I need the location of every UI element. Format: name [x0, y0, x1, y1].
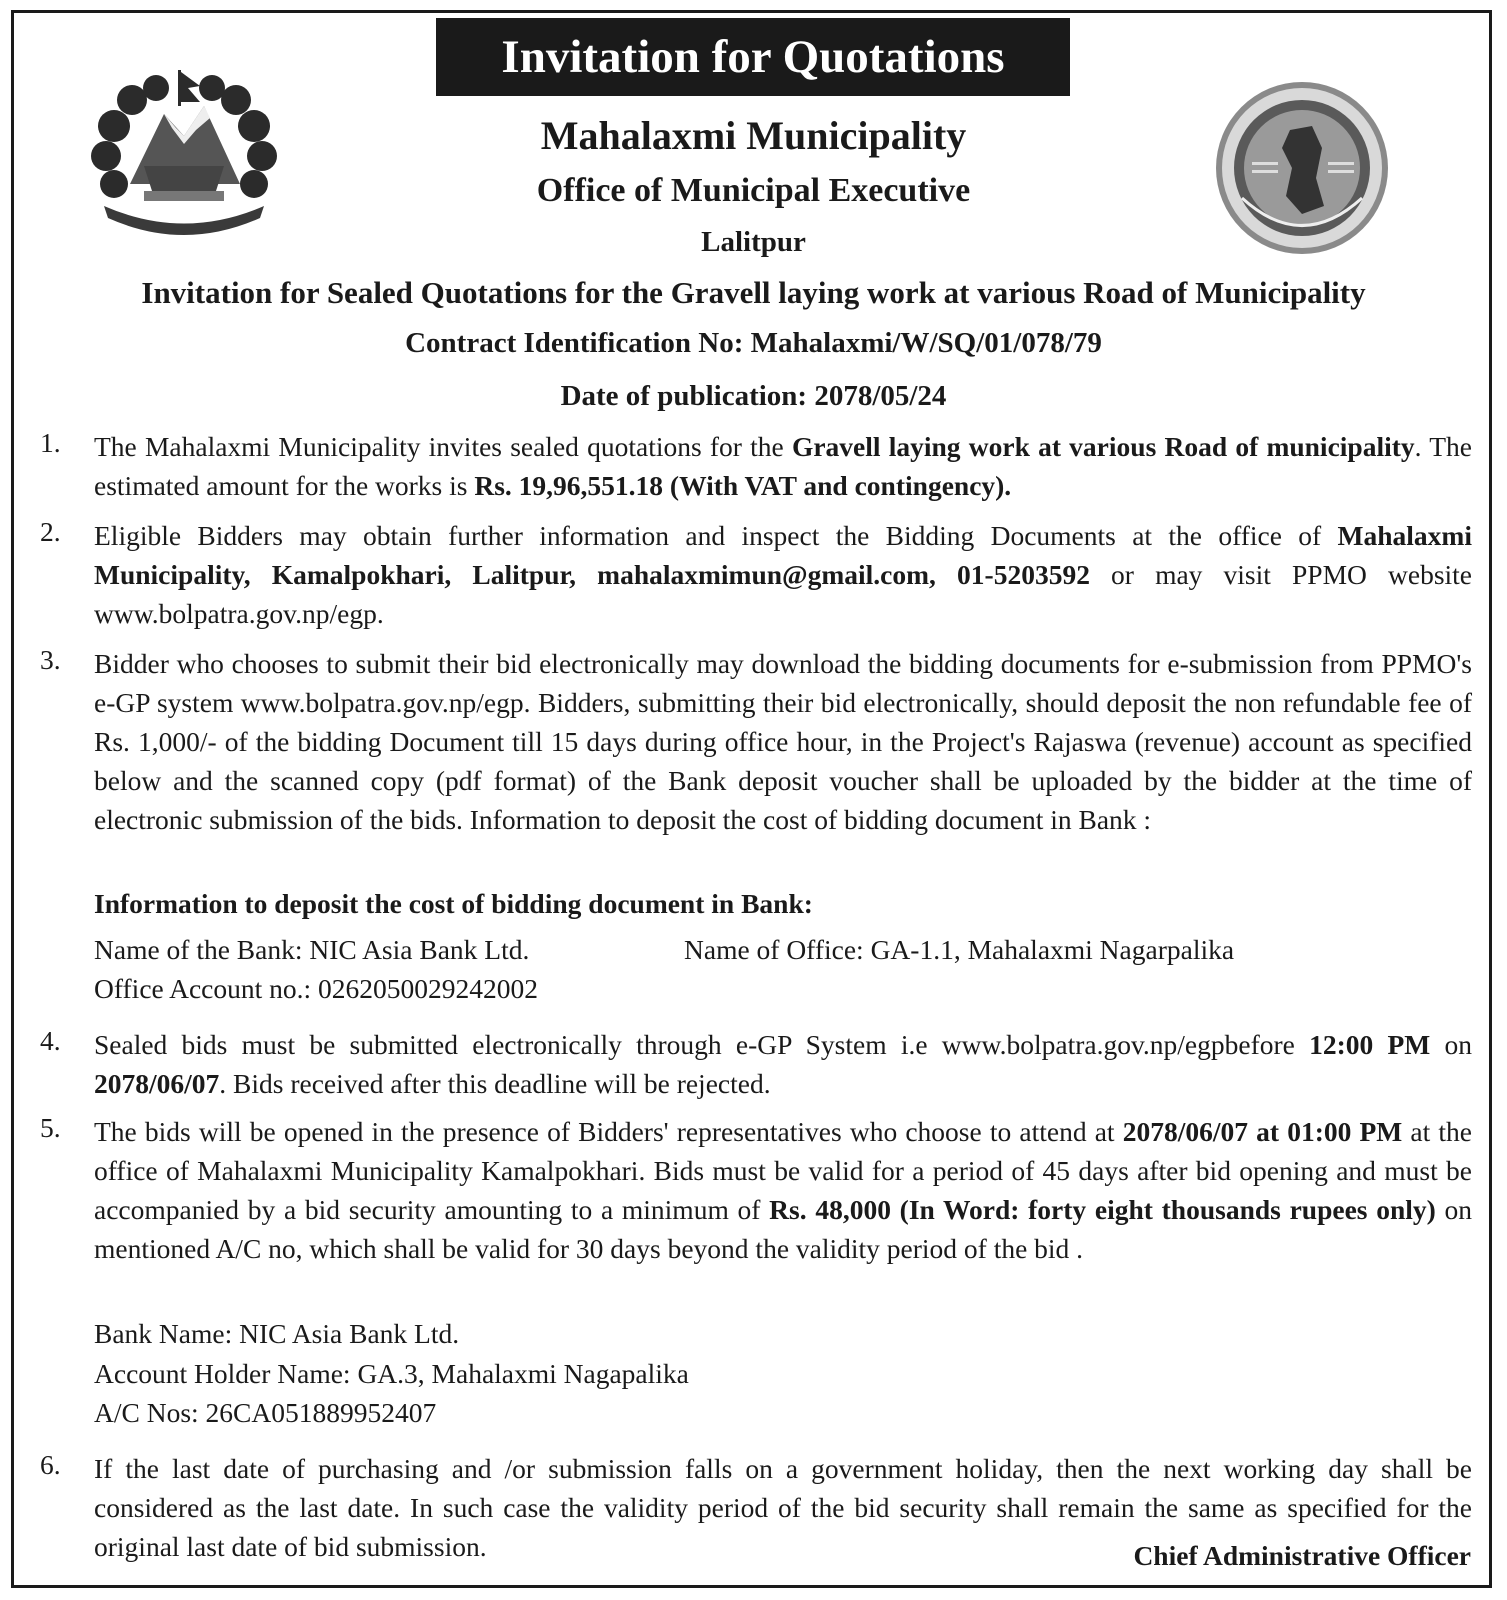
security-account-number: A/C Nos: 26CA051889952407	[94, 1397, 437, 1428]
item-number: 2.	[40, 516, 61, 547]
account-holder-name: Account Holder Name: GA.3, Mahalaxmi Nagapalika	[94, 1358, 689, 1389]
body-text: The Mahalaxmi Municipality invites sealed quotations for the	[94, 431, 792, 462]
item-number: 3.	[40, 644, 61, 675]
body-text: If the last date of purchasing and /or submission falls on a government holiday, then the next working day shall be considered as the last date. In such case the validity period of the bid security shall remain the same as specified for the original last date of bid submission.	[94, 1453, 1472, 1562]
office-name-bank: Name of Office: GA-1.1, Mahalaxmi Nagarpalika	[684, 934, 1235, 965]
security-bank-name: Bank Name: NIC Asia Bank Ltd.	[94, 1318, 460, 1349]
notice-title: Invitation for Sealed Quotations for the Gravell laying work at various Road of Municipality	[141, 275, 1366, 310]
body-text: on	[1430, 1029, 1473, 1060]
signature-title: Chief Administrative Officer	[1133, 1540, 1471, 1571]
body-text: . Bids received after this deadline will be rejected.	[219, 1068, 771, 1099]
item-text	[94, 644, 1472, 839]
city-name: Lalitpur	[701, 226, 806, 258]
bank-info-heading: Information to deposit the cost of bidding document in Bank:	[94, 888, 813, 919]
emphasis-text: Rs. 19,96,551.18 (With VAT and contingency).	[474, 470, 1012, 501]
contract-id: Contract Identification No: Mahalaxmi/W/SQ/01/078/79	[405, 327, 1102, 359]
body-text: Bidder who chooses to submit their bid electronically may download the bidding documents for e-submission from PPMO's e-GP system www.bolpatra.gov.np/egp. Bidders, submitting their bid electronically, should deposit the non refundable fee of Rs. 1,000/- of the bidding Document till 15 days during office hour, in the Project's Rajaswa (revenue) account as specified below and the scanned copy (pdf format) of the Bank deposit voucher shall be uploaded by the bidder at the time of electronic submission of the bids. Information to deposit the cost of bidding document in Bank :	[94, 648, 1472, 835]
body-text: at the office of Mahalaxmi Municipality Kamalpokhari. Bids must be valid for a period of 45 days after bid opening and must be accompanied by a bid security amounting to a minimum of	[94, 1116, 1472, 1225]
emphasis-text: 12:00 PM	[1309, 1029, 1431, 1060]
item-number: 5.	[40, 1112, 61, 1143]
item-number: 4.	[40, 1025, 61, 1056]
emphasis-text: Gravell laying work at various Road of municipality	[791, 431, 1415, 462]
body-text: Sealed bids must be submitted electronically through e-GP System i.e www.bolpatra.gov.np/egpbefore	[94, 1029, 1310, 1060]
municipality-name: Mahalaxmi Municipality	[540, 113, 967, 158]
emphasis-text: Rs. 48,000 (In Word: forty eight thousands rupees only)	[769, 1194, 1436, 1225]
emphasis-text: 2078/06/07	[94, 1068, 220, 1099]
body-text: . The estimated amount for the works is	[94, 431, 1472, 501]
body-text: The bids will be opened in the presence of Bidders' representatives who choose to attend at	[94, 1116, 1123, 1147]
notice-banner: Invitation for Quotations	[436, 18, 1070, 96]
item-text	[94, 1112, 1472, 1268]
body-text: Eligible Bidders may obtain further information and inspect the Bidding Documents at the office of	[94, 520, 1338, 551]
office-account-number: Office Account no.: 0262050029242002	[94, 973, 539, 1004]
office-name: Office of Municipal Executive	[536, 172, 971, 209]
bank-name: Name of the Bank: NIC Asia Bank Ltd.	[94, 934, 530, 965]
item-text	[94, 1025, 1472, 1103]
emphasis-text: Mahalaxmi Municipality, Kamalpokhari, Lalitpur, mahalaxmimun@gmail.com, 01-5203592	[94, 520, 1472, 590]
body-text: on mentioned A/C no, which shall be valid for 30 days beyond the validity period of the bid .	[94, 1194, 1473, 1264]
body-text: or may visit PPMO website www.bolpatra.gov.np/egp.	[94, 559, 1473, 629]
item-text	[94, 516, 1472, 633]
emphasis-text: 2078/06/07 at 01:00 PM	[1122, 1116, 1403, 1147]
item-text	[94, 427, 1472, 505]
item-number: 1.	[40, 427, 61, 458]
publication-date: Date of publication: 2078/05/24	[560, 380, 947, 412]
item-number: 6.	[40, 1449, 61, 1480]
